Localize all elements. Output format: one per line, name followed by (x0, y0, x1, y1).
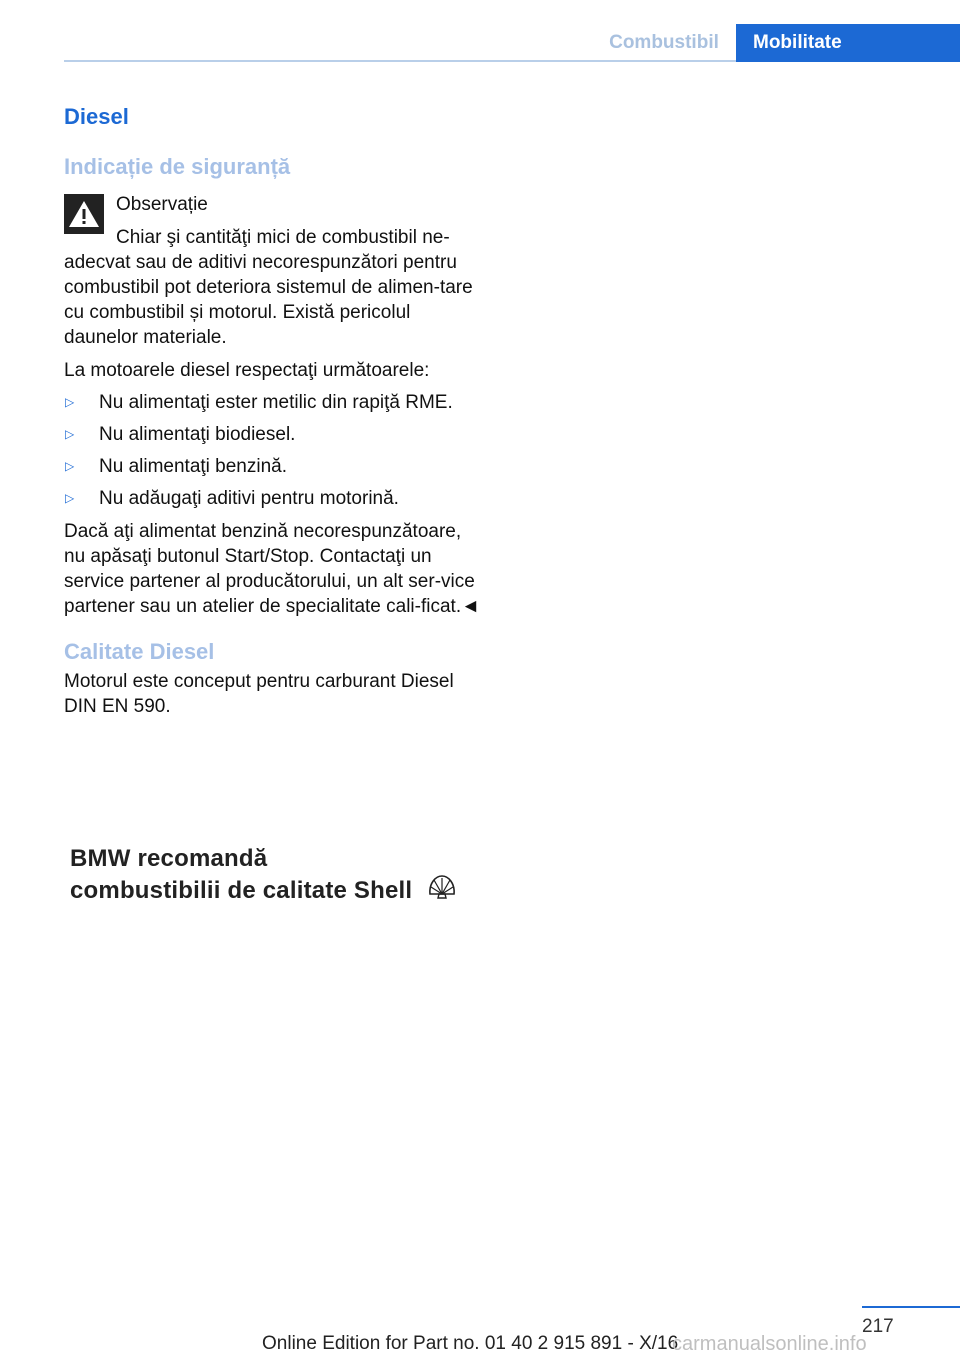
safety-heading: Indicație de siguranță (64, 154, 291, 179)
intro-text: La motoarele diesel respectaţi următoarele: (64, 360, 430, 381)
recommendation-line-1: BMW recomandă (70, 845, 268, 872)
warning-box (64, 192, 484, 250)
footer-rule (862, 1306, 960, 1308)
edition-text: Online Edition for Part no. 01 40 2 915 891 - X/16 (262, 1333, 679, 1354)
quality-heading: Calitate Diesel (64, 639, 215, 664)
shell-logo-icon (427, 874, 457, 900)
triangle-bullet-icon: ▷ (65, 459, 75, 473)
page-number: 217 (862, 1316, 894, 1337)
quality-text: Motorul este conceput pentru carburant Diesel DIN EN 590. (64, 671, 454, 717)
watermark: carmanualsonline.info (672, 1333, 867, 1355)
triangle-bullet-icon: ▷ (65, 491, 75, 505)
tab-mobilitate[interactable]: Mobilitate (736, 24, 960, 62)
list-item: ▷ Nu alimentaţi biodiesel. (65, 424, 296, 445)
warning-title: Observație (116, 194, 208, 215)
warning-text: adecvat sau de aditivi necorespunzători pentru combustibil pot deteriora sistemul de alimen-tare cu combustibil și motorul. Există pericolul daunelor materiale. (64, 252, 473, 348)
recommendation-line-2: combustibilii de calitate Shell (70, 874, 490, 906)
triangle-bullet-icon: ▷ (65, 427, 75, 441)
main-content (64, 100, 484, 719)
list-item: ▷ Nu alimentaţi benzină. (65, 456, 287, 477)
section-title: Diesel (64, 104, 129, 129)
list-item: ▷ Nu alimentaţi ester metilic din rapiţă RME. (65, 392, 453, 413)
rules-list (64, 390, 484, 511)
warning-first-line: Chiar şi cantităţi mici de combustibil ne- (116, 227, 450, 248)
shell-recommendation (70, 844, 490, 906)
after-list-text: Dacă aţi alimentat benzină necorespunzătoare, nu apăsaţi butonul Start/Stop. Contactaţi un service partener al producătorului, un alt ser-vice partener sau un atelier de specialitate cali-ficat.◄ (64, 521, 480, 617)
tab-combustibil[interactable]: Combustibil (609, 32, 719, 53)
triangle-bullet-icon: ▷ (65, 395, 75, 409)
list-item: ▷ Nu adăugaţi aditivi pentru motorină. (65, 488, 399, 509)
warning-triangle-icon (64, 194, 104, 234)
